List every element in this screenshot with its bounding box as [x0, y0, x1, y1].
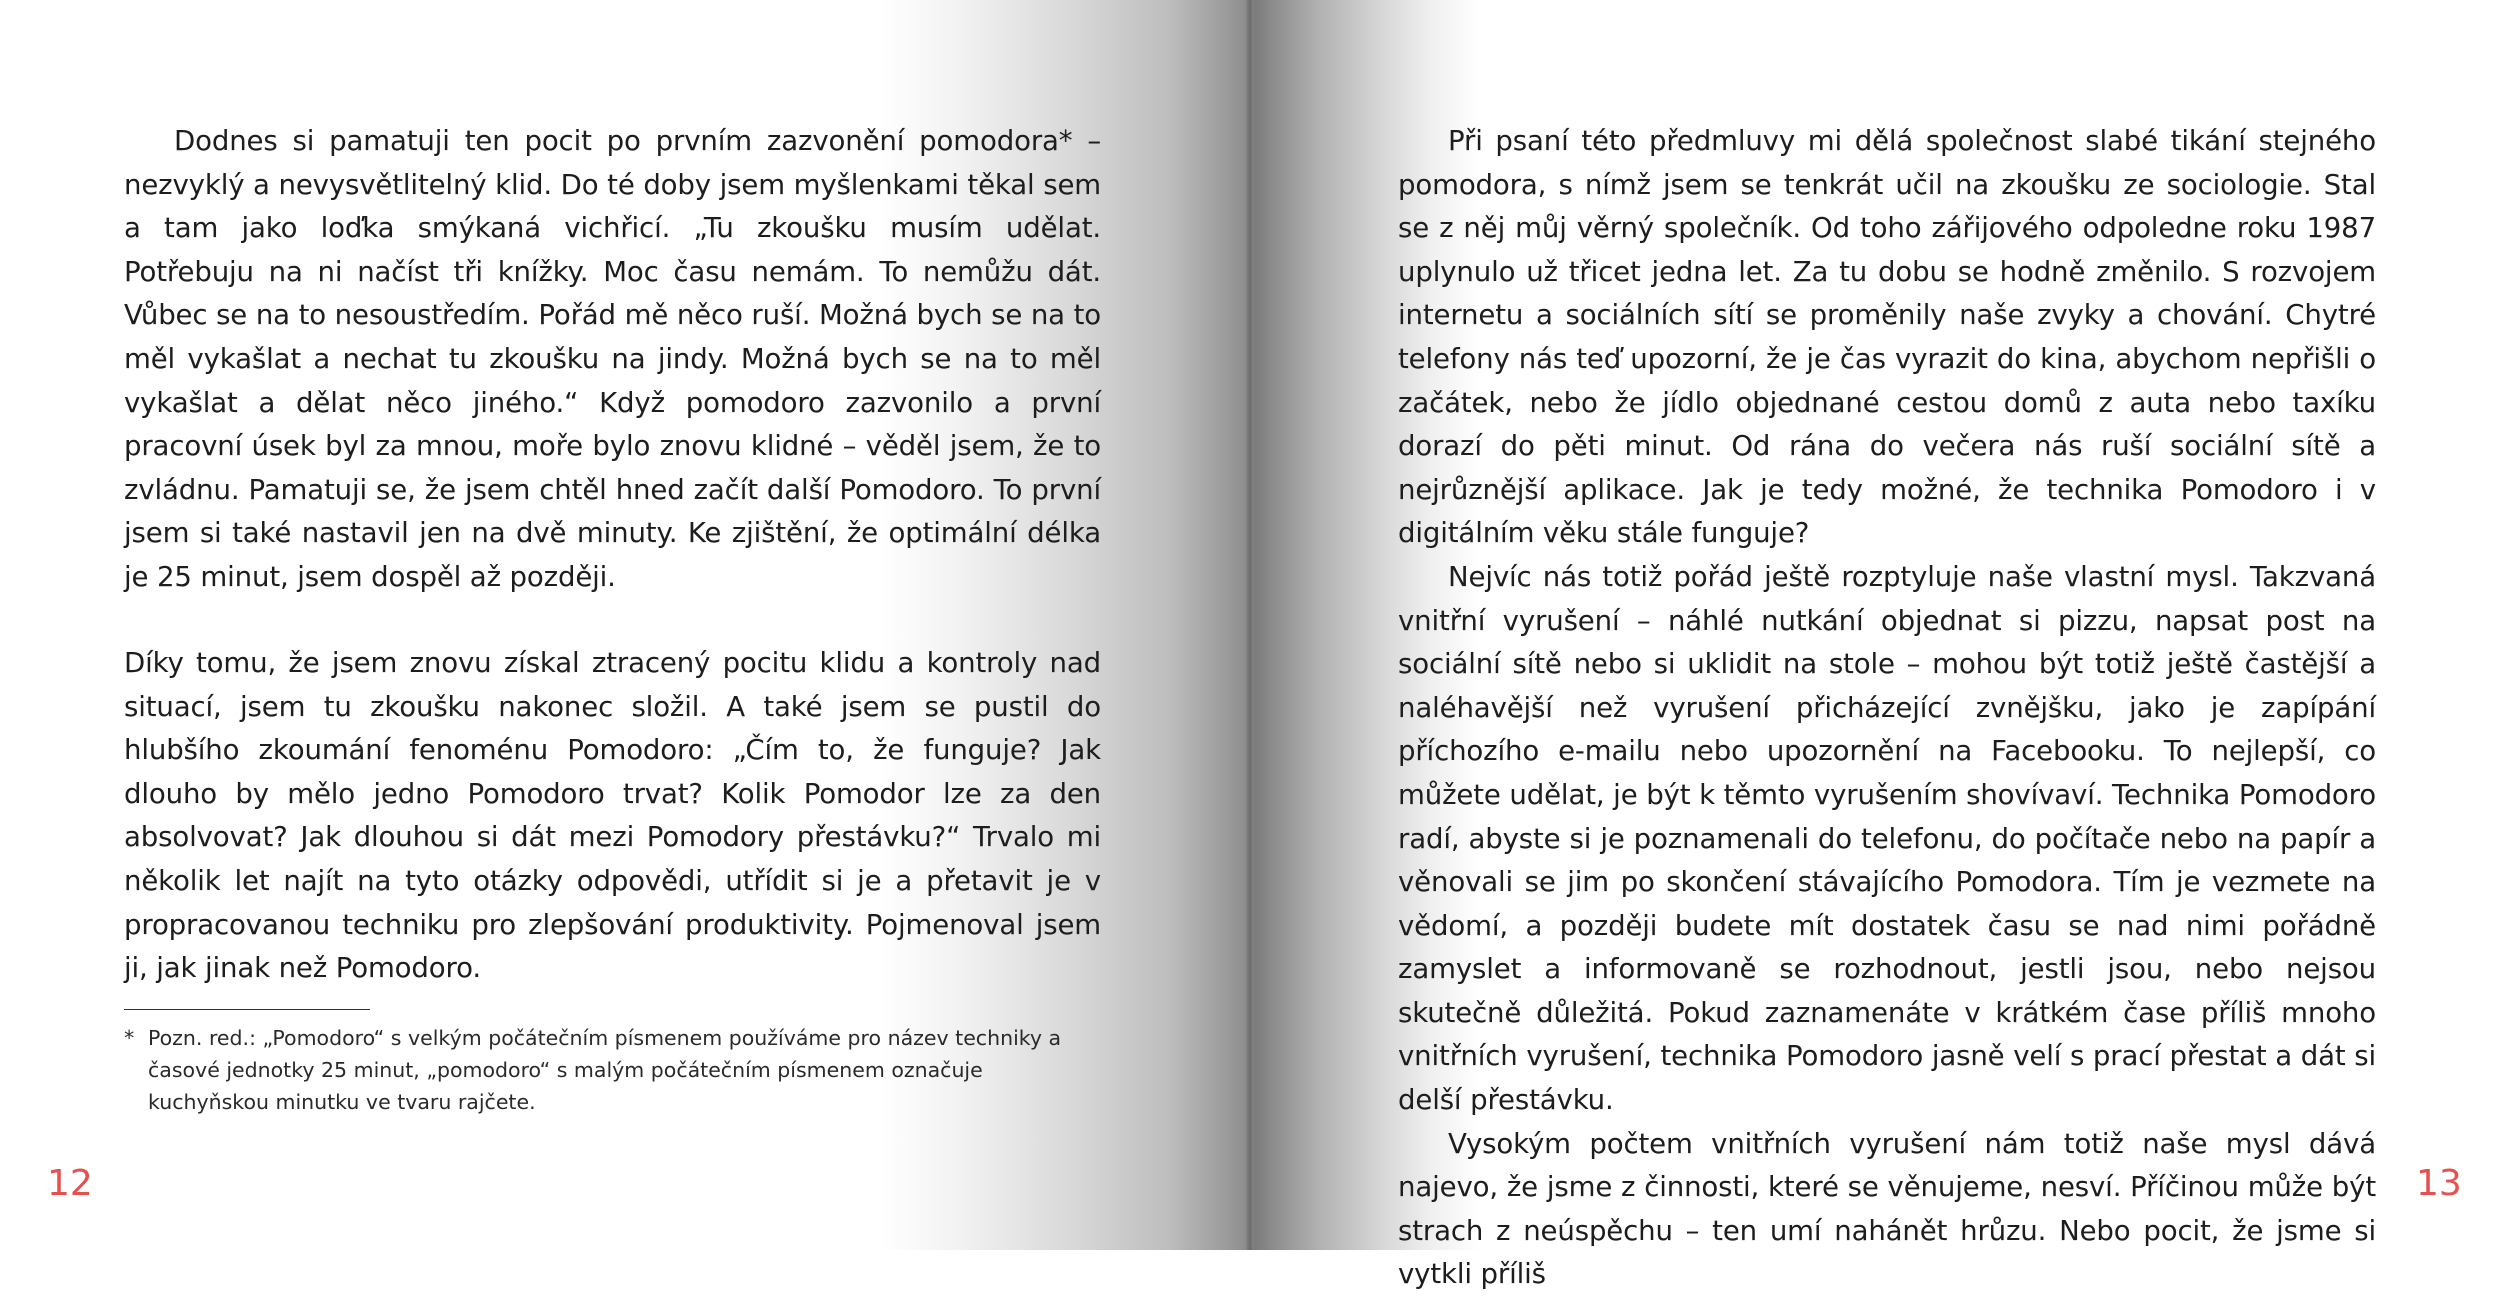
- left-text-block-1: [124, 119, 1101, 599]
- page-number-right: 13: [2416, 1163, 2462, 1204]
- footnote-divider: [124, 1009, 370, 1010]
- right-paragraph-2: Nejvíc nás totiž pořád ještě rozptyluje naše vlastní mysl. Takzvaná vnitřní vyrušení – náhlé nutkání objednat si pizzu, napsat post na sociální sítě nebo si uklidit na stole – mohou být totiž ještě častější a naléhavější než vyrušení přicházející zvnějšku, jako je zapípání příchozího e-mailu nebo upozornění na Facebooku. To nejlepší, co můžete udělat, je být k těmto vyrušením shovívaví. Technika Pomodoro radí, abyste si je poznamenali do telefonu, do počítače nebo na papír a věnovali se jim po skončení stávajícího Pomodora. Tím je vezmete na vědomí, a později budete mít dostatek času se nad nimi pořádně zamyslet a informovaně se rozhodnout, jestli jsou, nebo nejsou skutečně důležitá. Pokud zaznamenáte v krátkém čase příliš mnoho vnitřních vyrušení, technika Pomodoro jasně velí s prací přestat a dát si delší přestávku.: [1398, 559, 2376, 1117]
- book-spine: [1246, 0, 1254, 1250]
- left-paragraph-2: Díky tomu, že jsem znovu získal ztracený pocitu klidu a kontroly nad situací, jsem tu zkoušku nakonec složil. A také jsem se pustil do hlubšího zkoumání fenoménu Pomodoro: „Čím to, že funguje? Jak dlouho by mělo jedno Pomodoro trvat? Kolik Pomodor lze za den absolvovat? Jak dlouhou si dát mezi Pomodory přestávku?“ Trvalo mi několik let najít na tyto otázky odpovědi, utřídit si je a přetavit je v propracovanou techniku pro zlepšování produktivity. Pojmenoval jsem ji, jak jinak než Pomodoro.: [124, 646, 1101, 985]
- left-paragraph-1: Dodnes si pamatuji ten pocit po prvním zazvonění pomodora* – nezvyklý a nevysvětlitelný klid. Do té doby jsem myšlenkami těkal sem a tam jako loďka smýkaná vichřicí. „Tu zkoušku musím udělat. Potřebuju na ni načíst tři knížky. Moc času nemám. To nemůžu dát. Vůbec se na to nesoustředím. Pořád mě něco ruší. Možná bych se na to měl vykašlat a nechat tu zkoušku na jindy. Možná bych se na to měl vykašlat a dělat něco jiného.“ Když pomodoro zazvonilo a první pracovní úsek byl za mnou, moře bylo znovu klidné – věděl jsem, že to zvládnu. Pamatuji se, že jsem chtěl hned začít další Pomodoro. To první jsem si také nastavil jen na dvě minuty. Ke zjištění, že optimální délka je 25 minut, jsem dospěl až později.: [124, 124, 1101, 593]
- right-paragraph-1: Při psaní této předmluvy mi dělá společnost slabé tikání stejného pomodora, s nímž jsem se tenkrát učil na zkoušku ze sociologie. Stal se z něj můj věrný společník. Od toho zářijového odpoledne roku 1987 uplynulo už třicet jedna let. Za tu dobu se hodně změnilo. S rozvojem internetu a sociálních sítí se proměnily naše zvyky a chování. Chytré telefony nás teď upozorní, že je čas vyrazit do kina, abychom nepřišli o začátek, nebo že jídlo objednané cestou domů z auta nebo taxíku dorazí do pěti minut. Od rána do večera nás ruší sociální sítě a nejrůznější aplikace. Jak je tedy možné, že technika Pomodoro i v digitálním věku stále funguje?: [1398, 124, 2376, 550]
- right-paragraph-3: Vysokým počtem vnitřních vyrušení nám totiž naše mysl dává najevo, že jsme z činnosti, které se věnujeme, nesví. Příčinou může být strach z neúspěchu – ten umí nahánět hrůzu. Nebo pocit, že jsme si vytkli příliš: [1398, 1126, 2376, 1291]
- page-number-left: 12: [47, 1163, 93, 1204]
- footnote-text: Pozn. red.: „Pomodoro“ s velkým počátečním písmenem používáme pro název techniky a časové jednotky 25 minut, „pomodoro“ s malým počátečním písmenem označuje kuchyňskou minutku ve tvaru rajčete.: [148, 1026, 1062, 1114]
- right-text-block: [1398, 119, 2376, 1296]
- footnote: [124, 1022, 1101, 1118]
- footnote-marker: *: [124, 1026, 135, 1050]
- left-page: [0, 0, 1250, 1250]
- left-text-block-2: [124, 641, 1101, 990]
